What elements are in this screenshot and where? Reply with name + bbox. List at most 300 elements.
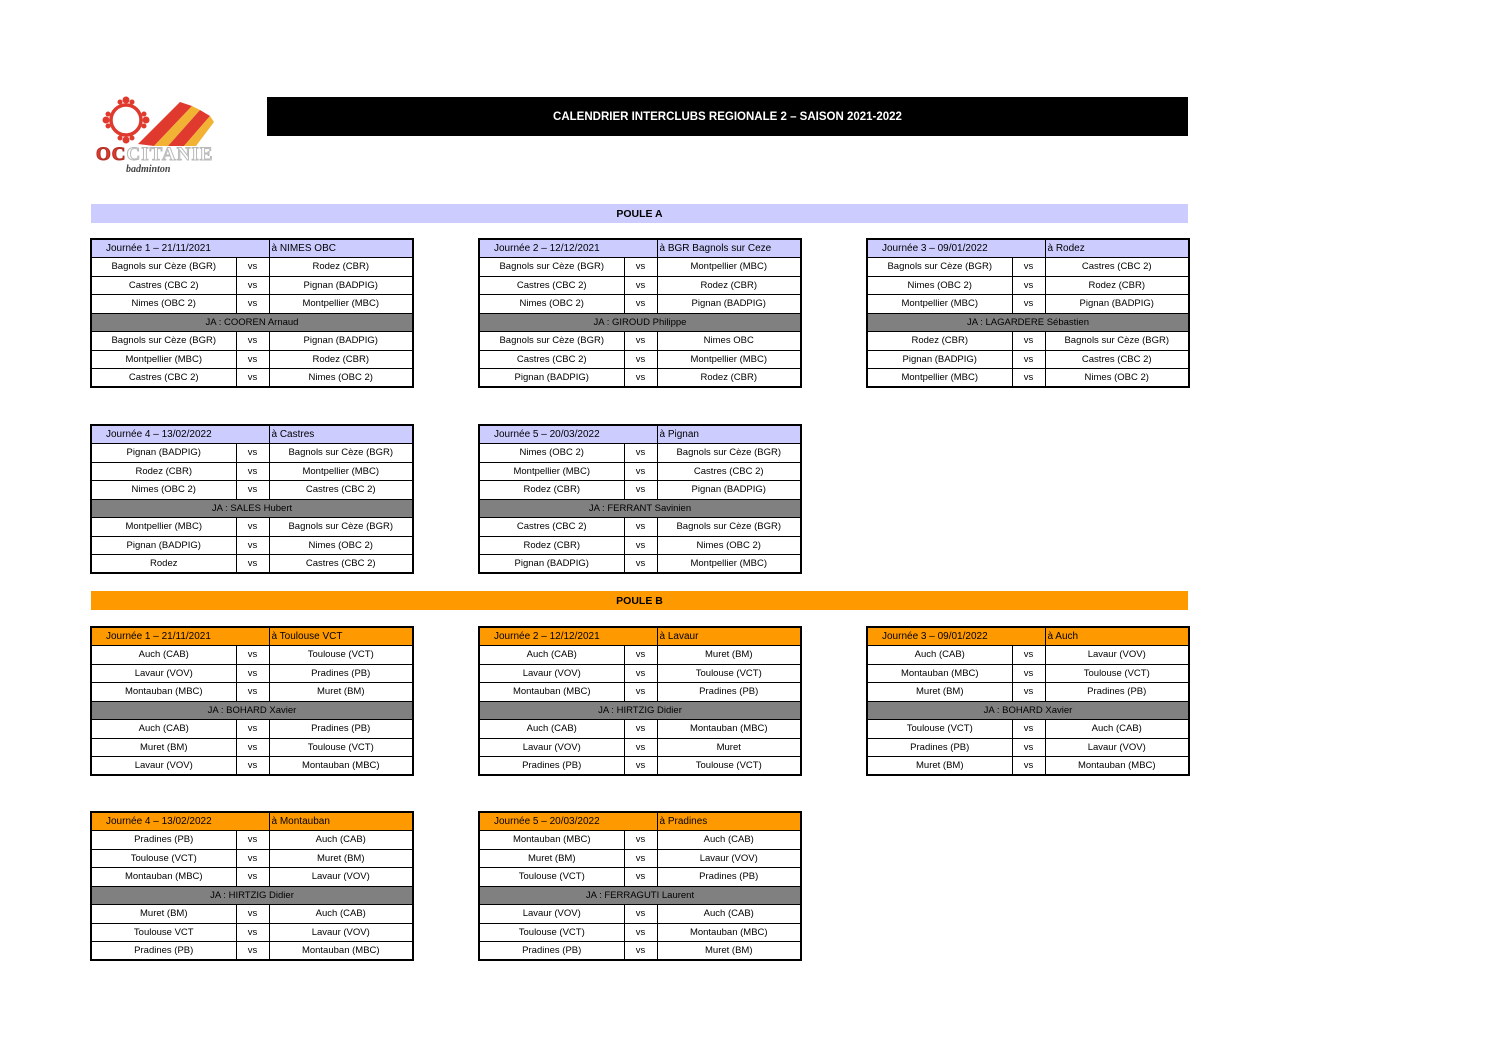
journee-table-b-1 bbox=[90, 626, 414, 776]
match-row bbox=[91, 462, 413, 481]
match-row bbox=[91, 295, 413, 314]
versus-label: vs bbox=[236, 849, 269, 868]
match-row bbox=[479, 276, 801, 295]
away-team: Auch (CAB) bbox=[657, 831, 801, 850]
match-row bbox=[91, 738, 413, 757]
home-team: Montpellier (MBC) bbox=[91, 518, 236, 537]
home-team: Nimes (OBC 2) bbox=[91, 481, 236, 500]
home-team: Montpellier (MBC) bbox=[867, 369, 1012, 388]
home-team: Castres (CBC 2) bbox=[479, 350, 624, 369]
away-team: Rodez (CBR) bbox=[1045, 276, 1189, 295]
match-row bbox=[479, 923, 801, 942]
journee-venue: à Pignan bbox=[657, 425, 801, 444]
match-row bbox=[867, 664, 1189, 683]
versus-label: vs bbox=[1012, 646, 1045, 665]
logo-wordmark: OCCITANIE bbox=[96, 144, 214, 165]
away-team: Nimes (OBC 2) bbox=[1045, 369, 1189, 388]
referee-name: JA : SALES Hubert bbox=[91, 499, 413, 518]
home-team: Toulouse (VCT) bbox=[867, 720, 1012, 739]
match-row bbox=[479, 536, 801, 555]
away-team: Pradines (PB) bbox=[269, 720, 413, 739]
away-team: Pignan (BADPIG) bbox=[1045, 295, 1189, 314]
journee-title: Journée 5 – 20/03/2022 bbox=[479, 812, 657, 831]
home-team: Auch (CAB) bbox=[479, 646, 624, 665]
journee-venue: à Castres bbox=[269, 425, 413, 444]
logo-subtitle: badminton bbox=[126, 164, 171, 175]
home-team: Bagnols sur Cèze (BGR) bbox=[91, 258, 236, 277]
away-team: Nimes (OBC 2) bbox=[269, 536, 413, 555]
versus-label: vs bbox=[236, 536, 269, 555]
home-team: Rodez (CBR) bbox=[867, 332, 1012, 351]
away-team: Muret (BM) bbox=[657, 646, 801, 665]
home-team: Rodez bbox=[91, 555, 236, 574]
away-team: Lavaur (VOV) bbox=[269, 868, 413, 887]
match-row bbox=[479, 831, 801, 850]
away-team: Lavaur (VOV) bbox=[1045, 646, 1189, 665]
referee-row bbox=[479, 886, 801, 905]
away-team: Montauban (MBC) bbox=[657, 923, 801, 942]
home-team: Bagnols sur Cèze (BGR) bbox=[479, 332, 624, 351]
away-team: Montpellier (MBC) bbox=[269, 462, 413, 481]
referee-row bbox=[479, 499, 801, 518]
match-row bbox=[91, 849, 413, 868]
journee-title: Journée 4 – 13/02/2022 bbox=[91, 425, 269, 444]
match-row bbox=[867, 738, 1189, 757]
journee-header-row bbox=[867, 627, 1189, 646]
home-team: Nimes (OBC 2) bbox=[479, 295, 624, 314]
versus-label: vs bbox=[624, 738, 657, 757]
referee-row bbox=[479, 701, 801, 720]
versus-label: vs bbox=[624, 757, 657, 776]
versus-label: vs bbox=[236, 868, 269, 887]
away-team: Bagnols sur Cèze (BGR) bbox=[269, 518, 413, 537]
home-team: Lavaur (VOV) bbox=[479, 664, 624, 683]
away-team: Castres (CBC 2) bbox=[1045, 350, 1189, 369]
versus-label: vs bbox=[236, 295, 269, 314]
away-team: Nimes OBC bbox=[657, 332, 801, 351]
match-row bbox=[91, 276, 413, 295]
home-team: Castres (CBC 2) bbox=[91, 369, 236, 388]
referee-name: JA : HIRTZIG Didier bbox=[91, 886, 413, 905]
journee-venue: à Lavaur bbox=[657, 627, 801, 646]
away-team: Montauban (MBC) bbox=[657, 720, 801, 739]
journee-venue: à Rodez bbox=[1045, 239, 1189, 258]
match-row bbox=[91, 536, 413, 555]
referee-name: JA : HIRTZIG Didier bbox=[479, 701, 801, 720]
versus-label: vs bbox=[1012, 295, 1045, 314]
home-team: Pignan (BADPIG) bbox=[479, 369, 624, 388]
match-row bbox=[91, 555, 413, 574]
versus-label: vs bbox=[1012, 350, 1045, 369]
match-row bbox=[867, 683, 1189, 702]
versus-label: vs bbox=[624, 683, 657, 702]
away-team: Pignan (BADPIG) bbox=[657, 295, 801, 314]
versus-label: vs bbox=[236, 462, 269, 481]
match-row bbox=[91, 369, 413, 388]
home-team: Lavaur (VOV) bbox=[479, 905, 624, 924]
referee-row bbox=[479, 313, 801, 332]
journee-table-b-2 bbox=[478, 626, 802, 776]
versus-label: vs bbox=[624, 444, 657, 463]
home-team: Lavaur (VOV) bbox=[479, 738, 624, 757]
versus-label: vs bbox=[1012, 276, 1045, 295]
away-team: Montauban (MBC) bbox=[1045, 757, 1189, 776]
home-team: Muret (BM) bbox=[867, 757, 1012, 776]
versus-label: vs bbox=[1012, 720, 1045, 739]
away-team: Castres (CBC 2) bbox=[1045, 258, 1189, 277]
away-team: Toulouse (VCT) bbox=[269, 738, 413, 757]
away-team: Pignan (BADPIG) bbox=[269, 332, 413, 351]
match-row bbox=[479, 295, 801, 314]
away-team: Rodez (CBR) bbox=[657, 369, 801, 388]
away-team: Lavaur (VOV) bbox=[1045, 738, 1189, 757]
home-team: Nimes (OBC 2) bbox=[867, 276, 1012, 295]
match-row bbox=[867, 369, 1189, 388]
versus-label: vs bbox=[1012, 757, 1045, 776]
journee-header-row bbox=[479, 425, 801, 444]
match-row bbox=[91, 757, 413, 776]
match-row bbox=[867, 295, 1189, 314]
away-team: Muret (BM) bbox=[269, 683, 413, 702]
home-team: Castres (CBC 2) bbox=[91, 276, 236, 295]
journee-table-b-4 bbox=[90, 811, 414, 961]
home-team: Pradines (PB) bbox=[91, 942, 236, 961]
match-row bbox=[91, 646, 413, 665]
home-team: Rodez (CBR) bbox=[479, 536, 624, 555]
versus-label: vs bbox=[236, 664, 269, 683]
versus-label: vs bbox=[236, 332, 269, 351]
versus-label: vs bbox=[624, 276, 657, 295]
versus-label: vs bbox=[624, 332, 657, 351]
match-row bbox=[867, 276, 1189, 295]
journee-header-row bbox=[479, 627, 801, 646]
journee-title: Journée 2 – 12/12/2021 bbox=[479, 627, 657, 646]
home-team: Lavaur (VOV) bbox=[91, 757, 236, 776]
match-row bbox=[91, 350, 413, 369]
away-team: Castres (CBC 2) bbox=[269, 555, 413, 574]
journee-title: Journée 1 – 21/11/2021 bbox=[91, 627, 269, 646]
versus-label: vs bbox=[236, 683, 269, 702]
referee-name: JA : COOREN Arnaud bbox=[91, 313, 413, 332]
versus-label: vs bbox=[1012, 683, 1045, 702]
match-row bbox=[867, 258, 1189, 277]
home-team: Montpellier (MBC) bbox=[91, 350, 236, 369]
away-team: Pignan (BADPIG) bbox=[269, 276, 413, 295]
away-team: Auch (CAB) bbox=[269, 905, 413, 924]
match-row bbox=[479, 683, 801, 702]
home-team: Toulouse (VCT) bbox=[479, 868, 624, 887]
journee-venue: à BGR Bagnols sur Ceze bbox=[657, 239, 801, 258]
away-team: Nimes (OBC 2) bbox=[269, 369, 413, 388]
referee-row bbox=[867, 701, 1189, 720]
match-row bbox=[91, 444, 413, 463]
journee-table-a-4 bbox=[90, 424, 414, 574]
match-row bbox=[479, 444, 801, 463]
journee-header-row bbox=[479, 812, 801, 831]
versus-label: vs bbox=[624, 646, 657, 665]
versus-label: vs bbox=[236, 276, 269, 295]
versus-label: vs bbox=[236, 923, 269, 942]
home-team: Pignan (BADPIG) bbox=[867, 350, 1012, 369]
home-team: Nimes (OBC 2) bbox=[479, 444, 624, 463]
journee-title: Journée 3 – 09/01/2022 bbox=[867, 627, 1045, 646]
match-row bbox=[479, 481, 801, 500]
away-team: Auch (CAB) bbox=[269, 831, 413, 850]
referee-name: JA : BOHARD Xavier bbox=[867, 701, 1189, 720]
away-team: Muret bbox=[657, 738, 801, 757]
versus-label: vs bbox=[236, 481, 269, 500]
away-team: Toulouse (VCT) bbox=[269, 646, 413, 665]
journee-venue: à Pradines bbox=[657, 812, 801, 831]
home-team: Toulouse (VCT) bbox=[479, 923, 624, 942]
journee-venue: à Auch bbox=[1045, 627, 1189, 646]
match-row bbox=[479, 942, 801, 961]
versus-label: vs bbox=[624, 518, 657, 537]
match-row bbox=[867, 350, 1189, 369]
referee-row bbox=[91, 701, 413, 720]
referee-name: JA : FERRANT Savinien bbox=[479, 499, 801, 518]
versus-label: vs bbox=[624, 664, 657, 683]
versus-label: vs bbox=[236, 942, 269, 961]
versus-label: vs bbox=[236, 905, 269, 924]
occitanie-badminton-logo bbox=[88, 94, 222, 178]
away-team: Pradines (PB) bbox=[269, 664, 413, 683]
home-team: Montauban (MBC) bbox=[91, 683, 236, 702]
home-team: Muret (BM) bbox=[867, 683, 1012, 702]
journee-header-row bbox=[91, 812, 413, 831]
away-team: Toulouse (VCT) bbox=[1045, 664, 1189, 683]
match-row bbox=[479, 518, 801, 537]
home-team: Pignan (BADPIG) bbox=[479, 555, 624, 574]
journee-table-b-3 bbox=[866, 626, 1190, 776]
match-row bbox=[479, 646, 801, 665]
journee-title: Journée 5 – 20/03/2022 bbox=[479, 425, 657, 444]
away-team: Pradines (PB) bbox=[1045, 683, 1189, 702]
home-team: Muret (BM) bbox=[91, 905, 236, 924]
versus-label: vs bbox=[236, 720, 269, 739]
home-team: Rodez (CBR) bbox=[479, 481, 624, 500]
away-team: Montpellier (MBC) bbox=[657, 258, 801, 277]
poule-a-header: POULE A bbox=[91, 204, 1188, 223]
journee-header-row bbox=[91, 239, 413, 258]
home-team: Pradines (PB) bbox=[479, 757, 624, 776]
match-row bbox=[479, 332, 801, 351]
versus-label: vs bbox=[624, 942, 657, 961]
journee-venue: à Montauban bbox=[269, 812, 413, 831]
away-team: Montauban (MBC) bbox=[269, 757, 413, 776]
referee-row bbox=[91, 313, 413, 332]
away-team: Toulouse (VCT) bbox=[657, 664, 801, 683]
versus-label: vs bbox=[624, 350, 657, 369]
match-row bbox=[867, 720, 1189, 739]
match-row bbox=[91, 664, 413, 683]
journee-header-row bbox=[479, 239, 801, 258]
home-team: Auch (CAB) bbox=[867, 646, 1012, 665]
journee-table-a-3 bbox=[866, 238, 1190, 388]
versus-label: vs bbox=[624, 720, 657, 739]
away-team: Rodez (CBR) bbox=[269, 258, 413, 277]
versus-label: vs bbox=[624, 536, 657, 555]
away-team: Montauban (MBC) bbox=[269, 942, 413, 961]
home-team: Rodez (CBR) bbox=[91, 462, 236, 481]
match-row bbox=[867, 646, 1189, 665]
home-team: Toulouse (VCT) bbox=[91, 849, 236, 868]
away-team: Montpellier (MBC) bbox=[657, 555, 801, 574]
match-row bbox=[91, 831, 413, 850]
versus-label: vs bbox=[236, 646, 269, 665]
referee-row bbox=[91, 886, 413, 905]
versus-label: vs bbox=[1012, 738, 1045, 757]
away-team: Lavaur (VOV) bbox=[657, 849, 801, 868]
match-row bbox=[479, 369, 801, 388]
match-row bbox=[479, 849, 801, 868]
page-title: CALENDRIER INTERCLUBS REGIONALE 2 – SAISON 2021-2022 bbox=[267, 97, 1188, 136]
versus-label: vs bbox=[1012, 258, 1045, 277]
versus-label: vs bbox=[1012, 664, 1045, 683]
versus-label: vs bbox=[236, 738, 269, 757]
away-team: Pignan (BADPIG) bbox=[657, 481, 801, 500]
versus-label: vs bbox=[236, 555, 269, 574]
match-row bbox=[91, 868, 413, 887]
home-team: Toulouse VCT bbox=[91, 923, 236, 942]
journee-venue: à Toulouse VCT bbox=[269, 627, 413, 646]
away-team: Rodez (CBR) bbox=[269, 350, 413, 369]
match-row bbox=[91, 683, 413, 702]
away-team: Toulouse (VCT) bbox=[657, 757, 801, 776]
home-team: Pradines (PB) bbox=[479, 942, 624, 961]
home-team: Muret (BM) bbox=[91, 738, 236, 757]
match-row bbox=[91, 720, 413, 739]
referee-row bbox=[867, 313, 1189, 332]
journee-venue: à NIMES OBC bbox=[269, 239, 413, 258]
versus-label: vs bbox=[624, 295, 657, 314]
referee-row bbox=[91, 499, 413, 518]
home-team: Auch (CAB) bbox=[91, 720, 236, 739]
journee-title: Journée 3 – 09/01/2022 bbox=[867, 239, 1045, 258]
away-team: Auch (CAB) bbox=[657, 905, 801, 924]
versus-label: vs bbox=[624, 831, 657, 850]
home-team: Montauban (MBC) bbox=[91, 868, 236, 887]
versus-label: vs bbox=[624, 849, 657, 868]
home-team: Auch (CAB) bbox=[479, 720, 624, 739]
versus-label: vs bbox=[236, 444, 269, 463]
home-team: Nimes (OBC 2) bbox=[91, 295, 236, 314]
versus-label: vs bbox=[1012, 369, 1045, 388]
home-team: Castres (CBC 2) bbox=[479, 276, 624, 295]
match-row bbox=[479, 258, 801, 277]
home-team: Auch (CAB) bbox=[91, 646, 236, 665]
away-team: Lavaur (VOV) bbox=[269, 923, 413, 942]
match-row bbox=[479, 555, 801, 574]
match-row bbox=[91, 481, 413, 500]
away-team: Rodez (CBR) bbox=[657, 276, 801, 295]
home-team: Lavaur (VOV) bbox=[91, 664, 236, 683]
referee-name: JA : LAGARDERE Sébastien bbox=[867, 313, 1189, 332]
match-row bbox=[91, 905, 413, 924]
home-team: Castres (CBC 2) bbox=[479, 518, 624, 537]
versus-label: vs bbox=[624, 481, 657, 500]
away-team: Bagnols sur Cèze (BGR) bbox=[657, 518, 801, 537]
home-team: Pignan (BADPIG) bbox=[91, 536, 236, 555]
home-team: Montpellier (MBC) bbox=[479, 462, 624, 481]
match-row bbox=[91, 518, 413, 537]
journee-table-a-5 bbox=[478, 424, 802, 574]
versus-label: vs bbox=[624, 258, 657, 277]
away-team: Auch (CAB) bbox=[1045, 720, 1189, 739]
away-team: Montpellier (MBC) bbox=[269, 295, 413, 314]
home-team: Bagnols sur Cèze (BGR) bbox=[91, 332, 236, 351]
home-team: Muret (BM) bbox=[479, 849, 624, 868]
match-row bbox=[479, 868, 801, 887]
match-row bbox=[479, 738, 801, 757]
match-row bbox=[479, 462, 801, 481]
journee-table-a-1 bbox=[90, 238, 414, 388]
away-team: Castres (CBC 2) bbox=[657, 462, 801, 481]
journee-table-b-5 bbox=[478, 811, 802, 961]
match-row bbox=[479, 720, 801, 739]
versus-label: vs bbox=[1012, 332, 1045, 351]
journee-header-row bbox=[867, 239, 1189, 258]
away-team: Muret (BM) bbox=[269, 849, 413, 868]
match-row bbox=[867, 757, 1189, 776]
home-team: Montauban (MBC) bbox=[867, 664, 1012, 683]
referee-name: JA : BOHARD Xavier bbox=[91, 701, 413, 720]
match-row bbox=[91, 332, 413, 351]
journee-header-row bbox=[91, 627, 413, 646]
versus-label: vs bbox=[624, 369, 657, 388]
journee-title: Journée 1 – 21/11/2021 bbox=[91, 239, 269, 258]
versus-label: vs bbox=[236, 757, 269, 776]
versus-label: vs bbox=[236, 369, 269, 388]
journee-title: Journée 4 – 13/02/2022 bbox=[91, 812, 269, 831]
match-row bbox=[91, 923, 413, 942]
home-team: Montauban (MBC) bbox=[479, 683, 624, 702]
away-team: Castres (CBC 2) bbox=[269, 481, 413, 500]
versus-label: vs bbox=[624, 868, 657, 887]
away-team: Pradines (PB) bbox=[657, 683, 801, 702]
away-team: Bagnols sur Cèze (BGR) bbox=[1045, 332, 1189, 351]
match-row bbox=[867, 332, 1189, 351]
away-team: Nimes (OBC 2) bbox=[657, 536, 801, 555]
referee-name: JA : FERRAGUTI Laurent bbox=[479, 886, 801, 905]
away-team: Montpellier (MBC) bbox=[657, 350, 801, 369]
journee-title: Journée 2 – 12/12/2021 bbox=[479, 239, 657, 258]
versus-label: vs bbox=[624, 923, 657, 942]
home-team: Montpellier (MBC) bbox=[867, 295, 1012, 314]
home-team: Bagnols sur Cèze (BGR) bbox=[479, 258, 624, 277]
match-row bbox=[91, 258, 413, 277]
versus-label: vs bbox=[236, 350, 269, 369]
home-team: Montauban (MBC) bbox=[479, 831, 624, 850]
journee-header-row bbox=[91, 425, 413, 444]
poule-b-header: POULE B bbox=[91, 591, 1188, 610]
home-team: Pignan (BADPIG) bbox=[91, 444, 236, 463]
versus-label: vs bbox=[624, 462, 657, 481]
away-team: Pradines (PB) bbox=[657, 868, 801, 887]
versus-label: vs bbox=[236, 831, 269, 850]
versus-label: vs bbox=[624, 905, 657, 924]
away-team: Muret (BM) bbox=[657, 942, 801, 961]
versus-label: vs bbox=[624, 555, 657, 574]
match-row bbox=[479, 350, 801, 369]
match-row bbox=[479, 757, 801, 776]
away-team: Bagnols sur Cèze (BGR) bbox=[657, 444, 801, 463]
versus-label: vs bbox=[236, 518, 269, 537]
match-row bbox=[479, 905, 801, 924]
home-team: Pradines (PB) bbox=[867, 738, 1012, 757]
match-row bbox=[91, 942, 413, 961]
home-team: Pradines (PB) bbox=[91, 831, 236, 850]
